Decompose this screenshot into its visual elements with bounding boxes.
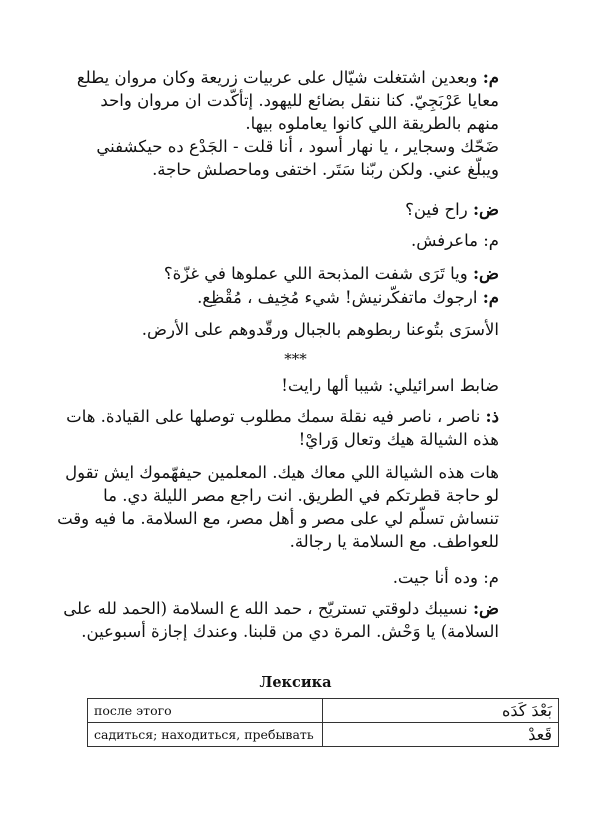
paragraph-text: الأسرَى بتُوعنا ربطوهم بالجبال ورقّدوهم على الأرض. [141,320,499,339]
paragraph-text: ناصر ، ناصر فيه نقلة سمك مطلوب توصلها على القيادة. هات هذه الشيالة هيك وتعال وَرايْ! [66,407,499,449]
lexicon-heading: Лексика [259,674,332,691]
speaker-label: ض: [472,200,499,219]
arabic-cell: بَعْدَ كَدَه [323,699,559,723]
dialogue-text: ضابط اسرائيلي: شيبا ألها رايت! [281,376,499,395]
paragraph-bring [57,461,499,553]
arabic-cell: قَعدْ [323,723,559,747]
dialogue-text: ماعرفش. [410,231,478,250]
paragraph-text: ضَحّك وسجاير ، يا نهار أسود ، أنا قلت - الجَدْع ده حيكشفني ويبلّغ عني. ولكن ربّنا سَتَر. اختفى وماحصلش حاجة. [96,137,499,179]
officer-line [69,374,499,397]
dialogue-line-i-came [69,566,499,589]
dialogue-text: ويا تَرَى شفت المذبحة اللي عملوها في غزّة؟ [163,264,468,283]
dialogue-line-please [69,286,499,309]
russian-cell: после этого [88,699,323,723]
paragraph-rest [63,597,499,643]
paragraph-text: نسيبك دلوقتي تستريّح ، حمد الله ع السلامة (الحمد لله على السلامة) يا وَحْش. المرة دي من قلبنا. وعندك إجازة أسبوعين. [63,599,499,641]
paragraph-nasser [59,405,499,451]
speaker-label: ض: [472,264,499,283]
speaker-label: م: [483,568,499,587]
dialogue-line-dont-know [69,229,499,252]
table-row [88,723,559,747]
paragraph-text: وبعدين اشتغلت شيّال على عربيات زريعة وكان مروان يطلع معايا عَرْبَجِيّ. كنا ننقل بضائع لليهود. إتأكّدت ان مروان واحد منهم بالطريقة اللي كانوا يعاملوه بيها. [76,68,499,133]
paragraph-prisoners [69,318,499,341]
paragraph-laugh [61,135,499,181]
speaker-label: م: [482,68,499,87]
paragraph-text: هات هذه الشيالة اللي معاك هيك. المعلمين حيفهّموك ايش تقول لو حاجة قطرتكم في الطريق. انت راجع مصر الليلة دي. ما تنساش تسلّم لي على مصر و أهل مصر، مع السلامة. ما فيه وقت للعواطف. مع السلامة يا رجالة. [57,463,499,551]
speaker-label: ذ: [485,407,499,426]
speaker-label: م: [482,288,499,307]
dialogue-text: راح فين؟ [405,200,468,219]
speaker-label: م: [483,231,499,250]
dialogue-line-where [69,198,499,221]
section-separator: *** [284,350,307,368]
dialogue-text: وده أنا جيت. [392,568,478,587]
speaker-label: ض: [472,599,499,618]
table-row [88,699,559,723]
dialogue-line-massacre [69,262,499,285]
lexicon-table [87,698,559,747]
russian-cell: садиться; находиться, пребывать [88,723,323,747]
dialogue-text: ارجوك ماتفكّرنيش! شيء مُخِيف ، مُقْظِع. [197,288,478,307]
